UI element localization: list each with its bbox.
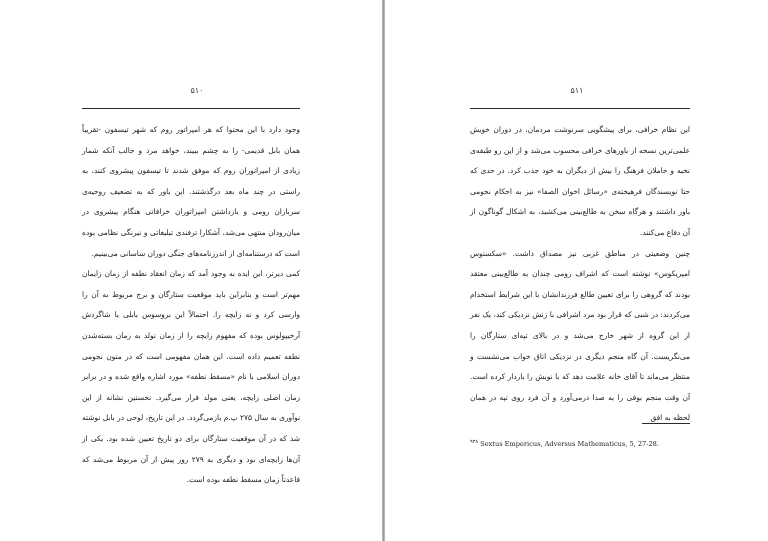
body-text-left [82,120,300,491]
paragraph-right-2: چنین وضعیتی در مناطق غربی نیز مصداق داشت. «سکستوس امپریکوس» نوشته است که اشراف رومی چندان به طالع‌بینی معتقد بودند که گروهی را برای تعیین طالع فرزندانشان با این شرایط استخدام می‌کردند: در شبی که قرار بود مرد اشرافی با زنش نزدیکی کند، یک نفر از این گروه از شهر خارج می‌شد و در بالای تپه‌ای ستارگان را می‌نگریست. آن گاه منجم دیگری در نزدیکی اتاق خواب می‌نشست و منتظر می‌ماند تا آقای خانه علامت دهد که با نوبش را باردار کرده است. آن وقت منجم بوقی را به صدا درمی‌آورد و آن فرد روی تپه در همان لحظه به افق [470,248,690,423]
page-number-left: ۵۱۰ [190,86,204,95]
footnote-text: Sextus Empericus, Adversus Mathematicus, 5, 27-28. [480,440,659,449]
paragraph-left-2: کمی دیرتر، این ایده به وجود آمد که زمان انعقاد نطفه از زمان زایمان مهم‌تر است و بنابراین باید موقعیت ستارگان و برج مربوط به آن را وارسی کرد و نه زایچه را. احتمالاً این بروسوس بابلی یا شاگردش آرخیپولوس بوده که مفهوم زایچه را از زمان تولد به زمان بسته‌شدن نطفه تعمیم داده است. این همان مفهومی است که در متون نجومی دوران اسلامی با نام «مسقط نطفه» مورد اشاره واقع شده و در برابر زمان اصلی زایچه، یعنی مولد قرار می‌گیرد. نخستین نشانه از این نوآوری به سال ۲۷۵ پ.م بازمی‌گردد. در این تاریخ، لوحی در بابل نوشته شد که در آن موقعیت ستارگان برای دو تاریخ تعیین شده بود. یکی از آن‌ها زایچه‌ای بود و دیگری به ۲۷۹ روز پیش از آن مربوط می‌شد که قاعدتاً زمان مسقط نطفه بوده است. [82,269,301,485]
footnote [470,439,690,448]
paragraph-left-1: وجود دارد با این محتوا که هر امپراتور روم که شهر تیسفون -تقریباً همان بابل قدیمی- را به چشم ببیند، خواهد مرد و جالب آنکه شمار زیادی از امپراتوران روم که موفق شدند تا تیسفون پیشروی کنند، به راستی در چند ماه بعد درگذشتند. این باور که به تضعیف روحیه‌ی سربازان رومی و بازداشتن امپراتوران خرافاتی هنگام پیشروی در میان‌رودان منتهی می‌شد، آشکارا ترفندی تبلیغاتی و نیرنگی نظامی بوده است که درستنامه‌ای از اندرزنامه‌های جنگی دوران ساسانی می‌بینیم. [82,125,300,258]
page-number-right: ۵۱۱ [570,86,584,95]
paragraph-right-1: این نظام خرافی، برای پیشگویی سرنوشت مردمان، در دوران خویش علمی‌ترین نسخه از باورهای خرافی محسوب می‌شد و از این رو طبقه‌ی نخبه و حاملان فرهنگ را بیش از دیگران به خود جذب کرد. در حدی که حتا نویسندگان فرهیخته‌ی «رسائل اخوان الصفا» نیز به احکام نجومی باور داشتند و هرگاه سخن به طالع‌بینی می‌کشید، به اشکال گوناگون از آن دفاع می‌کنند. [470,125,690,237]
header-rule-left [82,108,300,109]
footnote-marker: ۹۳۸ [470,439,479,445]
header-rule-right [470,108,690,109]
left-page [0,0,382,541]
footnote-rule [642,423,690,424]
body-text-right [470,120,690,429]
right-page [385,0,768,541]
